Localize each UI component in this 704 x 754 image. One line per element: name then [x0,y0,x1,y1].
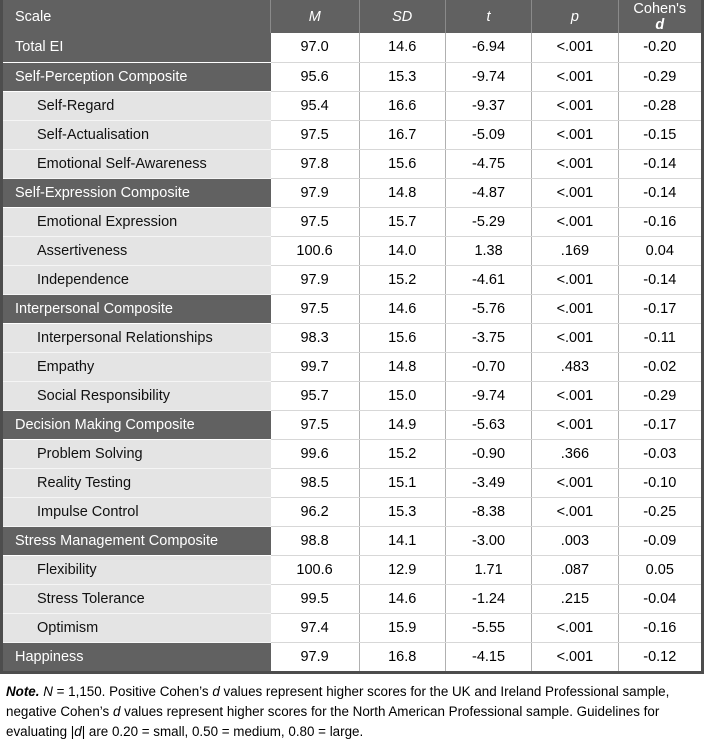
row-cell-t: -4.75 [445,149,531,178]
row-cell-m: 99.7 [271,352,359,381]
row-cell-d: -0.17 [618,294,702,323]
header-row [2,0,703,33]
table-row [2,62,703,91]
row-cell-sd: 15.7 [359,207,445,236]
row-cell-p: .366 [532,439,618,468]
row-cell-m: 100.6 [271,555,359,584]
column-header-p [532,0,618,33]
row-scale-label: Empathy [2,352,271,381]
row-cell-t: -0.90 [445,439,531,468]
row-cell-t: -6.94 [445,33,531,62]
row-cell-m: 97.0 [271,33,359,62]
row-cell-m: 95.6 [271,62,359,91]
row-scale-label: Flexibility [2,555,271,584]
row-scale-label: Optimism [2,613,271,642]
row-cell-d: -0.17 [618,410,702,439]
table-header [2,0,703,33]
row-cell-sd: 14.9 [359,410,445,439]
row-cell-m: 95.4 [271,91,359,120]
row-cell-p: <.001 [532,265,618,294]
row-cell-t: -5.76 [445,294,531,323]
column-header-cohens-d-symbol: d [655,16,665,33]
column-header-m-label: M [308,8,321,25]
note-segment-2: . Positive Cohen’s [101,684,213,699]
row-cell-t: -5.29 [445,207,531,236]
row-cell-sd: 12.9 [359,555,445,584]
row-scale-label: Interpersonal Composite [2,294,271,323]
row-cell-t: 1.38 [445,236,531,265]
column-header-m [271,0,359,33]
row-cell-sd: 15.3 [359,62,445,91]
row-cell-d: 0.05 [618,555,702,584]
row-scale-label: Decision Making Composite [2,410,271,439]
note-n-symbol: N [43,684,53,699]
table-row [2,33,703,62]
table-row [2,439,703,468]
column-header-sd [359,0,445,33]
row-cell-m: 97.4 [271,613,359,642]
row-cell-p: <.001 [532,62,618,91]
row-cell-m: 97.9 [271,178,359,207]
table-row [2,613,703,642]
row-cell-sd: 15.3 [359,497,445,526]
row-cell-d: -0.14 [618,265,702,294]
row-scale-label: Self-Perception Composite [2,62,271,91]
table-row [2,120,703,149]
row-cell-p: .087 [532,555,618,584]
table-row [2,497,703,526]
row-cell-p: <.001 [532,468,618,497]
row-cell-p: .169 [532,236,618,265]
table-row [2,207,703,236]
row-scale-label: Stress Tolerance [2,584,271,613]
row-scale-label: Interpersonal Relationships [2,323,271,352]
row-cell-d: -0.04 [618,584,702,613]
row-scale-label: Problem Solving [2,439,271,468]
row-cell-sd: 14.6 [359,584,445,613]
row-scale-label: Total EI [2,33,271,62]
row-cell-t: -5.55 [445,613,531,642]
row-cell-d: -0.11 [618,323,702,352]
row-cell-m: 97.5 [271,207,359,236]
row-cell-sd: 14.6 [359,294,445,323]
row-scale-label: Reality Testing [2,468,271,497]
table-row [2,178,703,207]
column-header-t-label: t [486,8,491,25]
table-note [0,674,704,741]
row-cell-p: <.001 [532,323,618,352]
row-cell-t: -4.61 [445,265,531,294]
row-cell-d: 0.04 [618,236,702,265]
row-cell-p: <.001 [532,207,618,236]
row-cell-m: 97.9 [271,642,359,671]
row-cell-sd: 15.0 [359,381,445,410]
row-cell-m: 97.9 [271,265,359,294]
table-row [2,410,703,439]
row-cell-p: <.001 [532,294,618,323]
row-cell-m: 99.6 [271,439,359,468]
table-row [2,642,703,671]
column-header-cohens-d-prefix: Cohen's [633,0,687,17]
row-cell-t: -3.49 [445,468,531,497]
row-cell-p: <.001 [532,120,618,149]
row-cell-t: -4.87 [445,178,531,207]
row-cell-d: -0.12 [618,642,702,671]
row-cell-p: <.001 [532,381,618,410]
row-cell-sd: 16.8 [359,642,445,671]
row-cell-p: <.001 [532,149,618,178]
row-cell-t: -0.70 [445,352,531,381]
row-cell-d: -0.09 [618,526,702,555]
table-row [2,91,703,120]
row-cell-m: 98.8 [271,526,359,555]
table-row [2,526,703,555]
note-segment-1: = [52,684,69,699]
note-d-symbol-1: d [212,684,220,699]
note-segment-3: values represent higher scores for the UK and Ireland Professional sample, negative Cohen’s [6,684,670,719]
row-cell-m: 97.5 [271,294,359,323]
row-cell-sd: 14.1 [359,526,445,555]
row-scale-label: Impulse Control [2,497,271,526]
row-cell-sd: 14.8 [359,352,445,381]
row-cell-sd: 15.6 [359,323,445,352]
column-header-scale [2,0,271,33]
row-cell-t: 1.71 [445,555,531,584]
row-cell-sd: 14.0 [359,236,445,265]
row-cell-t: -9.74 [445,381,531,410]
table-row [2,294,703,323]
row-cell-d: -0.14 [618,149,702,178]
row-cell-t: -9.74 [445,62,531,91]
row-cell-t: -5.63 [445,410,531,439]
row-cell-d: -0.16 [618,207,702,236]
row-cell-m: 100.6 [271,236,359,265]
row-cell-m: 97.8 [271,149,359,178]
row-cell-p: <.001 [532,91,618,120]
note-d-symbol-2: d [112,703,121,719]
row-scale-label: Assertiveness [2,236,271,265]
note-label: Note. [6,684,40,699]
table-row [2,584,703,613]
row-cell-d: -0.28 [618,91,702,120]
row-cell-sd: 16.6 [359,91,445,120]
row-cell-sd: 15.9 [359,613,445,642]
row-scale-label: Self-Actualisation [2,120,271,149]
row-cell-m: 99.5 [271,584,359,613]
row-cell-sd: 14.6 [359,33,445,62]
row-scale-label: Social Responsibility [2,381,271,410]
row-cell-t: -5.09 [445,120,531,149]
row-cell-t: -8.38 [445,497,531,526]
row-scale-label: Self-Regard [2,91,271,120]
row-cell-d: -0.29 [618,62,702,91]
table-row [2,555,703,584]
row-cell-t: -3.75 [445,323,531,352]
row-cell-sd: 14.8 [359,178,445,207]
row-cell-p: .215 [532,584,618,613]
row-cell-d: -0.29 [618,381,702,410]
row-cell-d: -0.10 [618,468,702,497]
row-cell-d: -0.16 [618,613,702,642]
row-cell-p: .483 [532,352,618,381]
row-cell-t: -1.24 [445,584,531,613]
row-cell-m: 97.5 [271,120,359,149]
column-header-scale-label: Scale [15,8,52,25]
row-cell-d: -0.15 [618,120,702,149]
row-cell-sd: 15.2 [359,265,445,294]
column-header-t [445,0,531,33]
row-scale-label: Independence [2,265,271,294]
row-cell-m: 98.5 [271,468,359,497]
row-cell-p: <.001 [532,613,618,642]
table-row [2,149,703,178]
table-body [2,33,703,671]
row-cell-d: -0.14 [618,178,702,207]
row-cell-sd: 15.2 [359,439,445,468]
row-cell-p: <.001 [532,33,618,62]
table-row [2,352,703,381]
table-row [2,381,703,410]
row-cell-m: 96.2 [271,497,359,526]
column-header-cohens-d [618,0,702,33]
note-d-symbol-3: d [74,723,82,739]
row-cell-sd: 15.1 [359,468,445,497]
row-cell-t: -9.37 [445,91,531,120]
row-cell-m: 95.7 [271,381,359,410]
table-row [2,265,703,294]
note-segment-5: | are 0.20 = small, 0.50 = medium, 0.80 = large. [81,723,364,739]
row-cell-t: -3.00 [445,526,531,555]
row-cell-m: 98.3 [271,323,359,352]
table-row [2,236,703,265]
row-cell-sd: 16.7 [359,120,445,149]
note-sample-size: 1,150 [68,684,102,699]
row-scale-label: Self-Expression Composite [2,178,271,207]
row-cell-p: <.001 [532,410,618,439]
row-cell-d: -0.25 [618,497,702,526]
table-row [2,468,703,497]
table-row [2,323,703,352]
row-cell-m: 97.5 [271,410,359,439]
row-cell-d: -0.03 [618,439,702,468]
row-cell-p: <.001 [532,178,618,207]
row-scale-label: Happiness [2,642,271,671]
row-cell-d: -0.02 [618,352,702,381]
row-scale-label: Emotional Expression [2,207,271,236]
row-cell-sd: 15.6 [359,149,445,178]
row-cell-p: <.001 [532,642,618,671]
note-segment-4: values represent higher scores for the North American Professional sample. Guidelines for evaluating | [6,703,660,739]
row-cell-t: -4.15 [445,642,531,671]
row-scale-label: Emotional Self-Awareness [2,149,271,178]
row-cell-p: <.001 [532,497,618,526]
column-header-p-label: p [570,8,579,25]
row-cell-p: .003 [532,526,618,555]
column-header-sd-label: SD [392,8,413,25]
row-cell-d: -0.20 [618,33,702,62]
row-scale-label: Stress Management Composite [2,526,271,555]
